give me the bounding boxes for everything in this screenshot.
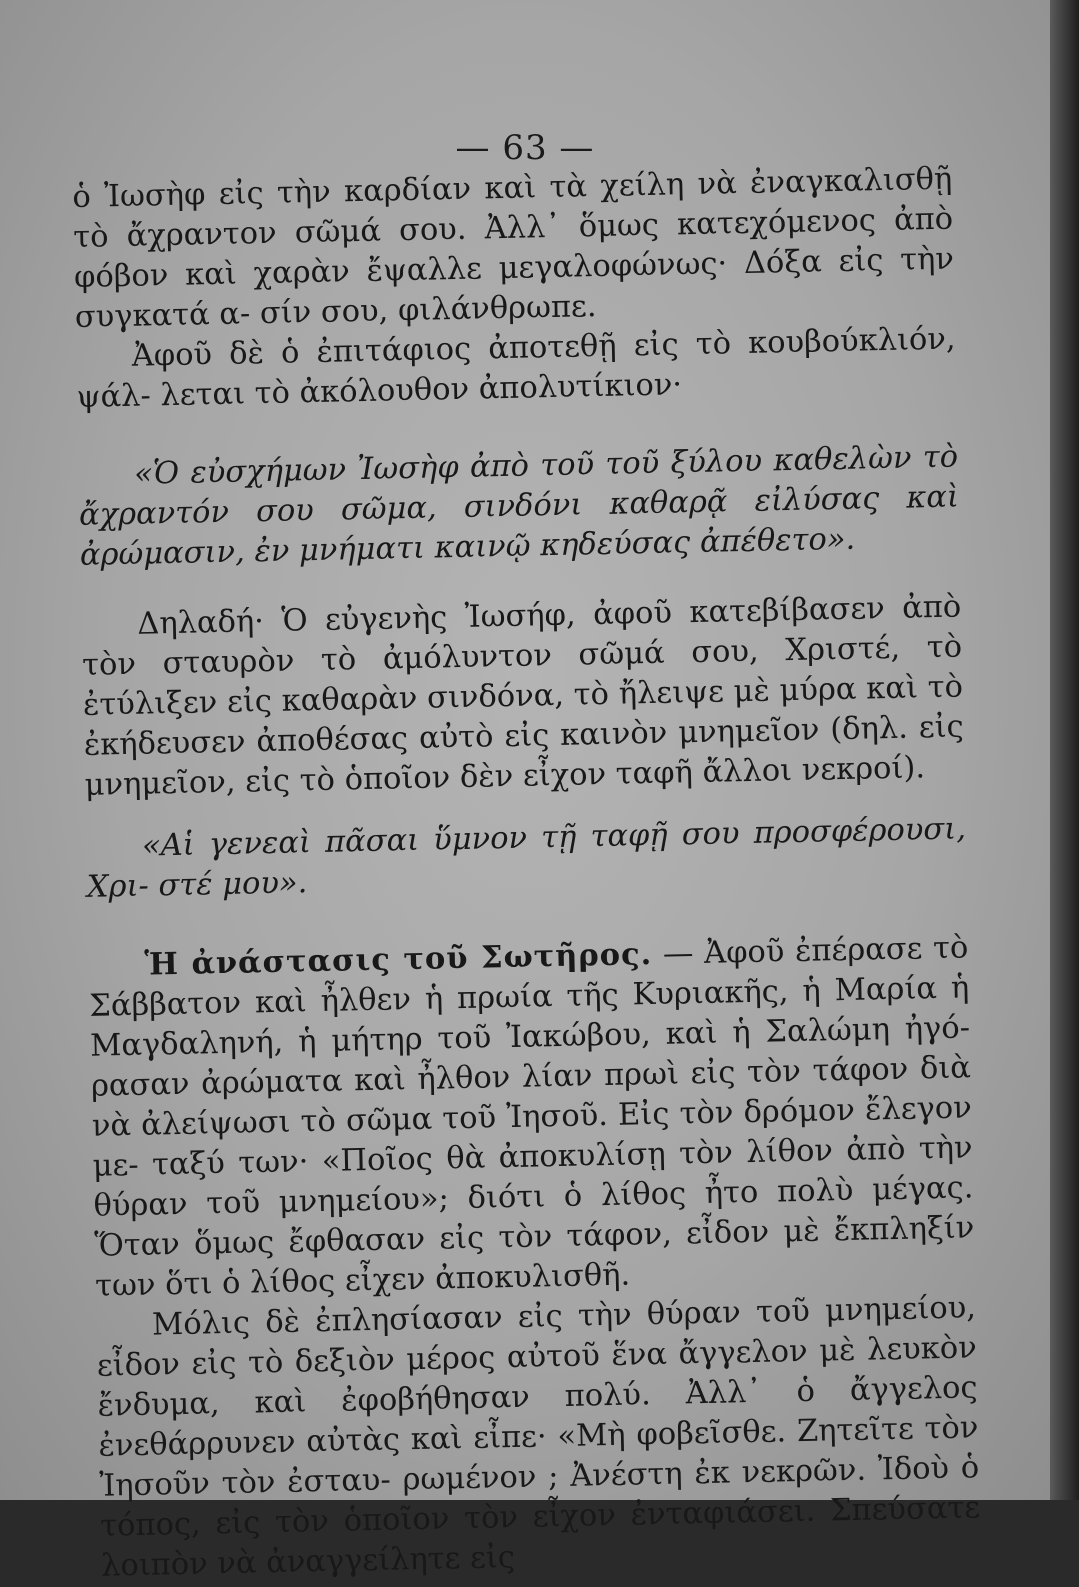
page-edge-shadow <box>1050 0 1079 1500</box>
paragraph-angel: Μόλις δὲ ἐπλησίασαν εἰς τὴν θύραν τοῦ μνημείου, εἶδον εἰς τὸ δεξιὸν μέρος αὐτοῦ ἕνα ἄγγελον μὲ λευκὸν ἔνδυμα, καὶ ἐφοβήθησαν πολύ. Ἀλλ᾽ ὁ ἄγγελος ἐνεθάρρυνεν αὐτὰς καὶ εἶπε· «Μὴ φοβεῖσθε. Ζητεῖτε τὸν Ἰησοῦν τὸν ἐσταυ- ρωμένον ; Ἀνέστη ἐκ νεκρῶν. Ἰδοὺ ὁ τόπος, εἰς τὸν ὁποῖον τὸν εἶχον ἐνταφιάσει. Σπεύσατε λοιπὸν νὰ ἀναγγείλητε εἰς <box>96 1290 981 1584</box>
section-text: — Ἀφοῦ ἐπέρασε τὸ Σάββατον καὶ ἦλθεν ἡ πρωία τῆς Κυριακῆς, ἡ Μαρία ἡ Μαγδαληνή, ἡ μήτηρ τοῦ Ἰακώβου, καὶ ἡ Σαλώμη ἠγό- ρασαν ἀρώματα καὶ ἦλθον λίαν πρωὶ εἰς τὸν τάφον διὰ νὰ ἀλείψωσι τὸ σῶμα τοῦ Ἰησοῦ. Εἰς τὸν δρόμον ἔλεγον με- ταξύ των· «Ποῖος θὰ ἀποκυλίσῃ τὸν λίθον ἀπὸ τὴν θύραν τοῦ μνημείου»; διότι ὁ λίθος ἦτο πολὺ μέγας. Ὅταν ὅμως ἔφθασαν εἰς τὸν τάφον, εἶδον μὲ ἔκπληξίν των ὅτι ὁ λίθος εἶχεν ἀποκυλισθῆ. <box>88 930 975 1304</box>
hymn-quote-apolytikion: «Ὁ εὐσχήμων Ἰωσὴφ ἀπὸ τοῦ τοῦ ξύλου καθελὼν τὸ ἄχραντόν σου σῶμα, σινδόνι καθαρᾷ εἰλύσας καὶ ἀρώμασιν, ἐν μνήματι καινῷ κηδεύσας ἀπέθετο». <box>78 439 960 573</box>
paragraph-explanation: Δηλαδή· Ὁ εὐγενὴς Ἰωσήφ, ἀφοῦ κατεβίβασεν ἀπὸ τὸν σταυρὸν τὸ ἀμόλυντον σῶμά σου, Χριστέ, τὸ ἐτύλιξεν εἰς καθαρὰν σινδόνα, τὸ ἤλειψε μὲ μύρα καὶ τὸ ἐκήδευσεν ἀποθέσας αὐτὸ εἰς καινὸν μνημεῖον (δηλ. εἰς μνημεῖον, εἰς τὸ ὁποῖον δὲν εἶχον ταφῆ ἄλλοι νεκροί). <box>81 589 965 803</box>
page-number: — 63 — <box>455 128 595 168</box>
paragraph-continuation: ὁ Ἰωσὴφ εἰς τὴν καρδίαν καὶ τὰ χείλη νὰ ἐναγκαλισθῇ τὸ ἄχραντον σῶμά σου. Ἀλλ᾽ ὅμως κατεχόμενος ἀπὸ φόβον καὶ χαρὰν ἔψαλλε μεγαλοφώνως· Δόξα εἰς τὴν συγκατά α- σίν σου, φιλάνθρωπε. <box>72 161 955 335</box>
hymn-quote-generations: «Αἱ γενεαὶ πᾶσαι ὕμνον τῇ ταφῇ σου προσφέρουσι, Χρι- στέ μου». <box>86 811 967 905</box>
paragraph-epitaph-rubric: Ἀφοῦ δὲ ὁ ἐπιτάφιος ἀποτεθῇ εἰς τὸ κουβούκλιόν, ψάλ- λεται τὸ ἀκόλουθον ἀπολυτίκιον· <box>76 321 956 415</box>
section-heading: Ἡ ἀνάστασις τοῦ Σωτῆρος. <box>144 936 653 983</box>
body-text <box>72 160 981 1587</box>
paragraph-resurrection <box>88 927 975 1306</box>
